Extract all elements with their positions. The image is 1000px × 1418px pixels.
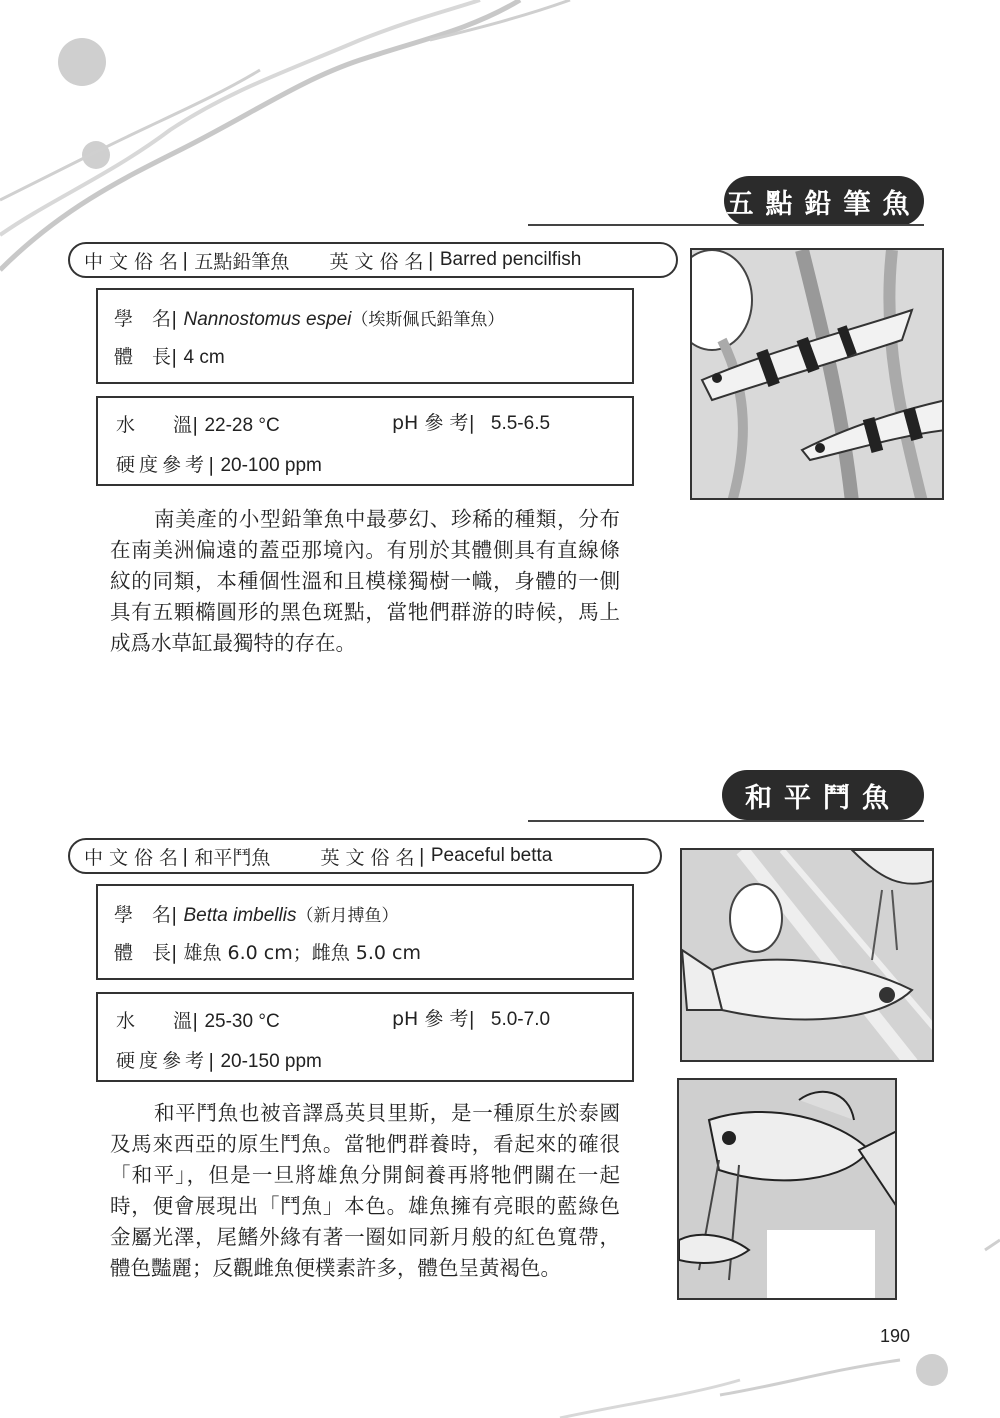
sci-name-row: 學 名| Nannostomus espei（埃斯佩氏鉛筆魚） [114,304,504,331]
title-underline [528,224,924,226]
temp-label: 水 溫 [116,414,193,436]
taxonomy-box [96,884,634,980]
ph-value: 5.0-7.0 [490,1009,551,1030]
english-name: Barred pencilfish [439,249,582,270]
temp-label: 水 溫 [116,1010,193,1032]
sci-name: Betta imbellis [183,905,297,926]
sci-label: 學 名 [114,308,172,330]
sci-note: （新月搏鱼） [296,906,399,926]
hardness-label: 硬度參考 [116,1050,209,1072]
sci-label: 學 名 [114,904,172,926]
hardness-row: 硬度參考| 20-150 ppm [116,1046,322,1073]
ph-label: pH 參 考 [392,412,469,434]
page-number: 190 [880,1326,911,1346]
description: 南美產的小型鉛筆魚中最夢幻、珍稀的種類，分布在南美洲偏遠的蓋亞那境內。有別於其體側具有直線條紋的同類，本種個性溫和且模樣獨樹一幟，身體的一側具有五顆橢圓形的黑色斑點，當牠們群游的時候，馬上成爲水草缸最獨特的存在。 [110,507,620,655]
hardness-value: 20-150 ppm [220,1051,322,1072]
length-value: 雄魚 6.0 cm；雌魚 5.0 cm [183,942,421,964]
chinese-name: 和平鬥魚 [194,846,271,869]
species-title: 和平鬥魚 [722,770,924,820]
length-row: 體 長| 4 cm [114,342,225,369]
length-value: 4 cm [183,347,225,368]
name-pill: 中文俗名 | 五點鉛筆魚 英文俗名 | Barred pencilfish [68,242,678,278]
chinese-name-label: 中文俗名 [84,846,185,869]
taxonomy-box [96,288,634,384]
ph-label: pH 參 考 [392,1008,469,1030]
temp-value: 22-28 °C [204,415,280,436]
pencilfish-drawing [692,250,944,500]
ph-value: 5.5-6.5 [490,413,551,434]
hardness-value: 20-100 ppm [220,455,322,476]
fish-illustration [677,1078,897,1300]
name-pill: 中文俗名 | 和平鬥魚 英文俗名 | Peaceful betta [68,838,662,874]
length-row: 體 長| 雄魚 6.0 cm；雌魚 5.0 cm [114,938,421,965]
sci-name: Nannostomus espei [183,309,352,330]
title-underline [528,820,924,822]
length-label: 體 長 [114,346,172,368]
chinese-name-label: 中文俗名 [84,250,185,273]
english-name: Peaceful betta [430,845,553,866]
temp-value: 25-30 °C [204,1011,280,1032]
sci-note: （埃斯佩氏鉛筆魚） [351,310,505,330]
hardness-row: 硬度參考| 20-100 ppm [116,450,322,477]
description: 和平鬥魚也被音譯爲英貝里斯，是一種原生於泰國及馬來西亞的原生鬥魚。當牠們群養時，看起來的確很「和平」，但是一旦將雄魚分開飼養再將牠們關在一起時，便會展現出「鬥魚」本色。雄魚擁有亮眼的藍綠色金屬光澤，尾鰭外緣有著一圈如同新月般的紅色寬帶，體色豔麗；反觀雌魚便樸素許多，體色呈黃褐色。 [110,1101,620,1280]
ph-row: pH 參 考| 5.5-6.5 [392,408,550,435]
english-name-label: 英文俗名 [329,250,430,273]
fish-illustration [690,248,944,500]
temp-row: 水 溫| 25-30 °C [116,1006,280,1033]
english-name-label: 英文俗名 [320,846,421,869]
fish-illustration [680,848,934,1062]
betta-female-drawing [682,850,934,1062]
temp-row: 水 溫| 22-28 °C [116,410,280,437]
species-title: 五點鉛筆魚 [724,176,924,226]
sci-name-row: 學 名| Betta imbellis（新月搏鱼） [114,900,398,927]
ph-row: pH 參 考| 5.0-7.0 [392,1004,550,1031]
chinese-name: 五點鉛筆魚 [194,250,290,273]
length-label: 體 長 [114,942,172,964]
hardness-label: 硬度參考 [116,454,209,476]
betta-male-drawing [679,1080,897,1300]
